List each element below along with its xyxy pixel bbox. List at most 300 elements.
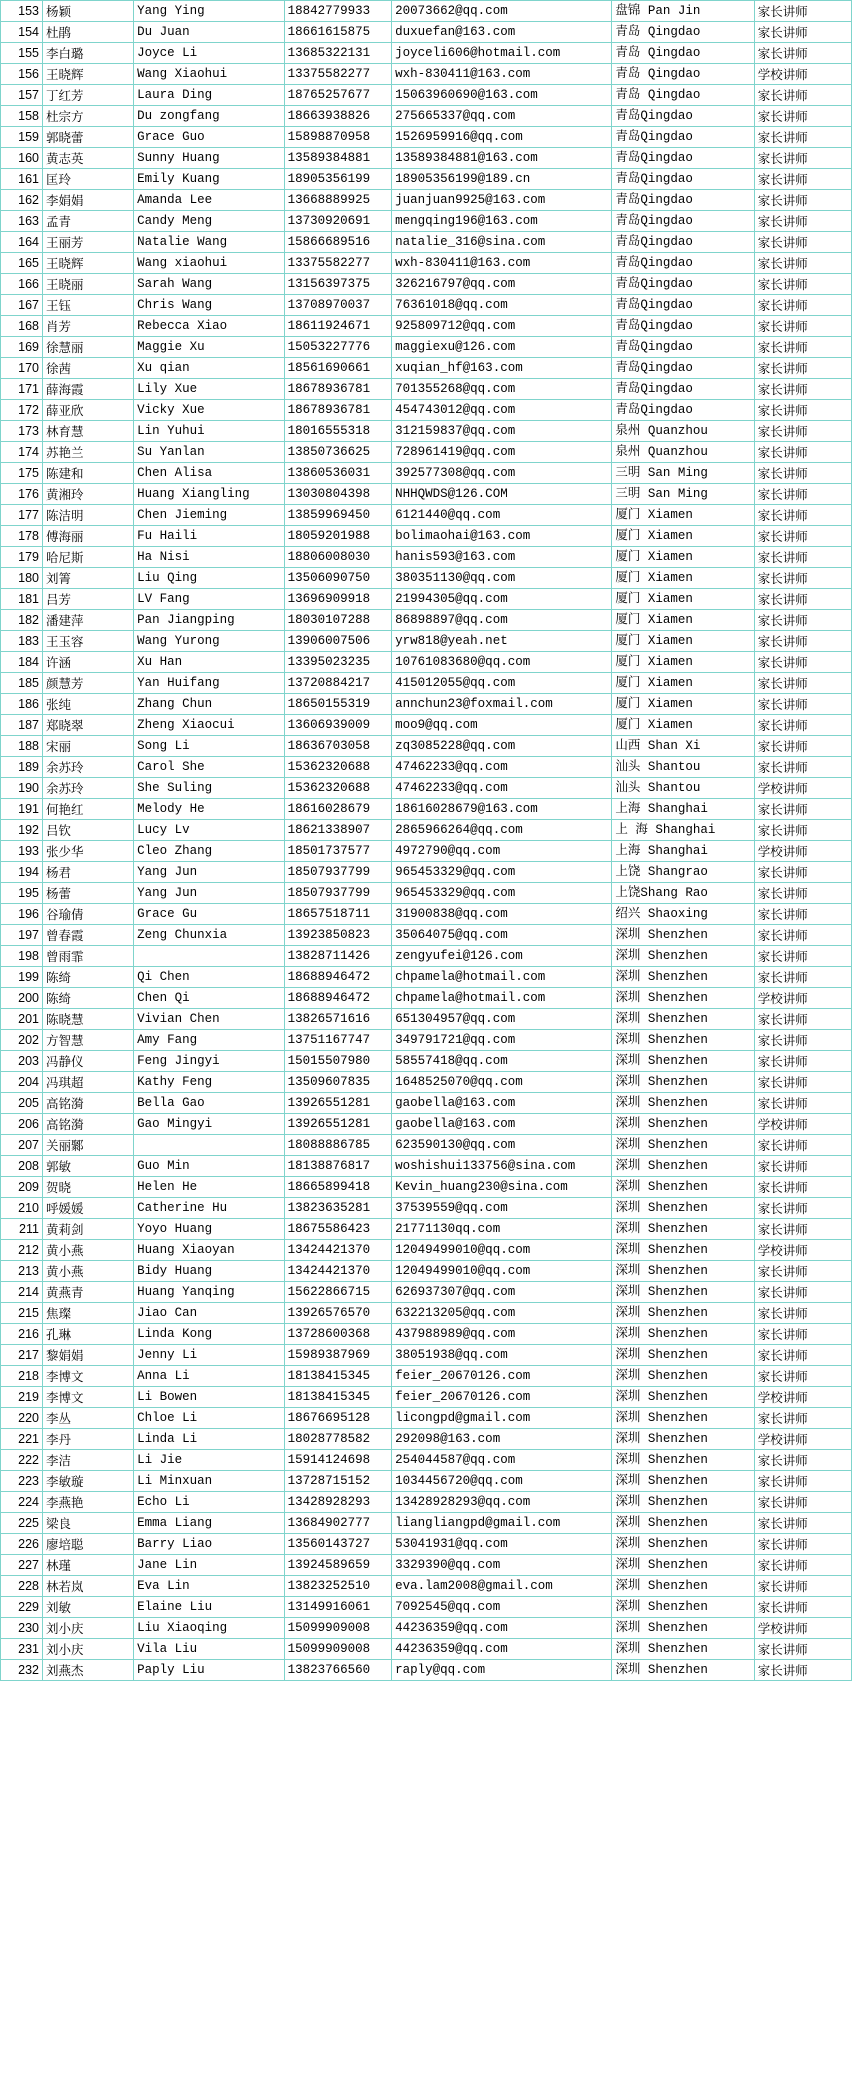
table-row [1, 1471, 852, 1492]
email-cell: 44236359@qq.com [392, 1618, 612, 1639]
phone-cell: 13728715152 [284, 1471, 392, 1492]
role-cell: 家长讲师 [754, 1660, 851, 1681]
phone-cell: 13428928293 [284, 1492, 392, 1513]
table-row [1, 358, 852, 379]
table-row [1, 1009, 852, 1030]
role-cell: 家长讲师 [754, 484, 851, 505]
phone-cell: 15362320688 [284, 778, 392, 799]
english-name-cell: Barry Liao [134, 1534, 285, 1555]
row-index: 205 [1, 1093, 43, 1114]
chinese-name-cell: 匡玲 [42, 169, 133, 190]
row-index: 225 [1, 1513, 43, 1534]
phone-cell: 18688946472 [284, 988, 392, 1009]
email-cell: 415012055@qq.com [392, 673, 612, 694]
english-name-cell: Lin Yuhui [134, 421, 285, 442]
chinese-name-cell: 呼媛媛 [42, 1198, 133, 1219]
english-name-cell: Linda Kong [134, 1324, 285, 1345]
row-index: 204 [1, 1072, 43, 1093]
english-name-cell: Chen Qi [134, 988, 285, 1009]
english-name-cell: Emma Liang [134, 1513, 285, 1534]
table-row [1, 568, 852, 589]
english-name-cell: She Suling [134, 778, 285, 799]
row-index: 179 [1, 547, 43, 568]
table-row [1, 1660, 852, 1681]
email-cell: 37539559@qq.com [392, 1198, 612, 1219]
chinese-name-cell: 杨君 [42, 862, 133, 883]
email-cell: 1648525070@qq.com [392, 1072, 612, 1093]
city-cell: 青岛Qingdao [612, 127, 754, 148]
email-cell: feier_20670126.com [392, 1366, 612, 1387]
phone-cell: 13828711426 [284, 946, 392, 967]
table-row [1, 1198, 852, 1219]
email-cell: Kevin_huang230@sina.com [392, 1177, 612, 1198]
phone-cell: 18636703058 [284, 736, 392, 757]
city-cell: 青岛Qingdao [612, 169, 754, 190]
table-row [1, 1, 852, 22]
phone-cell: 18663938826 [284, 106, 392, 127]
role-cell: 家长讲师 [754, 1219, 851, 1240]
english-name-cell: Liu Qing [134, 568, 285, 589]
row-index: 196 [1, 904, 43, 925]
chinese-name-cell: 哈尼斯 [42, 547, 133, 568]
email-cell: 18905356199@189.cn [392, 169, 612, 190]
email-cell: 3329390@qq.com [392, 1555, 612, 1576]
table-row [1, 610, 852, 631]
table-row [1, 1555, 852, 1576]
english-name-cell: Li Jie [134, 1450, 285, 1471]
table-row [1, 631, 852, 652]
table-row [1, 1639, 852, 1660]
phone-cell: 13926576570 [284, 1303, 392, 1324]
email-cell: annchun23@foxmail.com [392, 694, 612, 715]
phone-cell: 13926551281 [284, 1114, 392, 1135]
email-cell: gaobella@163.com [392, 1093, 612, 1114]
phone-cell: 13424421370 [284, 1240, 392, 1261]
chinese-name-cell: 李娟娟 [42, 190, 133, 211]
english-name-cell: Vivian Chen [134, 1009, 285, 1030]
city-cell: 厦门 Xiamen [612, 673, 754, 694]
role-cell: 家长讲师 [754, 1303, 851, 1324]
role-cell: 家长讲师 [754, 127, 851, 148]
phone-cell: 13395023235 [284, 652, 392, 673]
table-row [1, 1303, 852, 1324]
email-cell: zq3085228@qq.com [392, 736, 612, 757]
role-cell: 家长讲师 [754, 85, 851, 106]
city-cell: 三明 San Ming [612, 484, 754, 505]
phone-cell: 13424421370 [284, 1261, 392, 1282]
city-cell: 深圳 Shenzhen [612, 1114, 754, 1135]
table-row [1, 1282, 852, 1303]
table-row [1, 820, 852, 841]
role-cell: 家长讲师 [754, 190, 851, 211]
chinese-name-cell: 高铭漪 [42, 1114, 133, 1135]
english-name-cell: Catherine Hu [134, 1198, 285, 1219]
email-cell: 965453329@qq.com [392, 862, 612, 883]
email-cell: 47462233@qq.com [392, 757, 612, 778]
city-cell: 深圳 Shenzhen [612, 1660, 754, 1681]
row-index: 195 [1, 883, 43, 904]
chinese-name-cell: 梁良 [42, 1513, 133, 1534]
city-cell: 深圳 Shenzhen [612, 1030, 754, 1051]
phone-cell: 13720884217 [284, 673, 392, 694]
table-row [1, 484, 852, 505]
role-cell: 家长讲师 [754, 43, 851, 64]
email-cell: 31900838@qq.com [392, 904, 612, 925]
role-cell: 家长讲师 [754, 694, 851, 715]
role-cell: 家长讲师 [754, 1156, 851, 1177]
english-name-cell: Jiao Can [134, 1303, 285, 1324]
role-cell: 家长讲师 [754, 1093, 851, 1114]
table-row [1, 1135, 852, 1156]
city-cell: 深圳 Shenzhen [612, 1471, 754, 1492]
city-cell: 深圳 Shenzhen [612, 1408, 754, 1429]
english-name-cell: Melody He [134, 799, 285, 820]
row-index: 206 [1, 1114, 43, 1135]
english-name-cell: Jenny Li [134, 1345, 285, 1366]
chinese-name-cell: 余苏玲 [42, 778, 133, 799]
chinese-name-cell: 刘箐 [42, 568, 133, 589]
row-index: 228 [1, 1576, 43, 1597]
chinese-name-cell: 许涵 [42, 652, 133, 673]
role-cell: 家长讲师 [754, 652, 851, 673]
phone-cell: 18665899418 [284, 1177, 392, 1198]
role-cell: 家长讲师 [754, 1597, 851, 1618]
city-cell: 汕头 Shantou [612, 778, 754, 799]
city-cell: 深圳 Shenzhen [612, 1618, 754, 1639]
chinese-name-cell: 李敏璇 [42, 1471, 133, 1492]
english-name-cell: Bella Gao [134, 1093, 285, 1114]
city-cell: 绍兴 Shaoxing [612, 904, 754, 925]
row-index: 169 [1, 337, 43, 358]
city-cell: 厦门 Xiamen [612, 547, 754, 568]
row-index: 194 [1, 862, 43, 883]
phone-cell: 18611924671 [284, 316, 392, 337]
phone-cell: 18678936781 [284, 379, 392, 400]
role-cell: 学校讲师 [754, 1429, 851, 1450]
chinese-name-cell: 陈绮 [42, 988, 133, 1009]
city-cell: 厦门 Xiamen [612, 715, 754, 736]
english-name-cell: Maggie Xu [134, 337, 285, 358]
email-cell: juanjuan9925@163.com [392, 190, 612, 211]
table-row [1, 946, 852, 967]
city-cell: 深圳 Shenzhen [612, 1051, 754, 1072]
phone-cell: 13375582277 [284, 253, 392, 274]
role-cell: 家长讲师 [754, 1072, 851, 1093]
phone-cell: 13823635281 [284, 1198, 392, 1219]
email-cell: 21771130qq.com [392, 1219, 612, 1240]
table-row [1, 862, 852, 883]
chinese-name-cell: 余苏玲 [42, 757, 133, 778]
city-cell: 深圳 Shenzhen [612, 1597, 754, 1618]
row-index: 216 [1, 1324, 43, 1345]
chinese-name-cell: 黄小燕 [42, 1240, 133, 1261]
city-cell: 泉州 Quanzhou [612, 442, 754, 463]
row-index: 200 [1, 988, 43, 1009]
city-cell: 厦门 Xiamen [612, 526, 754, 547]
city-cell: 深圳 Shenzhen [612, 1555, 754, 1576]
chinese-name-cell: 李燕艳 [42, 1492, 133, 1513]
city-cell: 深圳 Shenzhen [612, 1093, 754, 1114]
city-cell: 深圳 Shenzhen [612, 1219, 754, 1240]
phone-cell: 18030107288 [284, 610, 392, 631]
row-index: 203 [1, 1051, 43, 1072]
email-cell: bolimaohai@163.com [392, 526, 612, 547]
role-cell: 家长讲师 [754, 1051, 851, 1072]
table-row [1, 211, 852, 232]
row-index: 210 [1, 1198, 43, 1219]
email-cell: 18616028679@163.com [392, 799, 612, 820]
phone-cell: 13850736625 [284, 442, 392, 463]
phone-cell: 13728600368 [284, 1324, 392, 1345]
role-cell: 学校讲师 [754, 778, 851, 799]
chinese-name-cell: 刘小庆 [42, 1618, 133, 1639]
city-cell: 深圳 Shenzhen [612, 946, 754, 967]
table-row [1, 106, 852, 127]
email-cell: 965453329@qq.com [392, 883, 612, 904]
row-index: 219 [1, 1387, 43, 1408]
phone-cell: 18138415345 [284, 1366, 392, 1387]
role-cell: 家长讲师 [754, 904, 851, 925]
table-row [1, 274, 852, 295]
english-name-cell: Bidy Huang [134, 1261, 285, 1282]
role-cell: 家长讲师 [754, 232, 851, 253]
chinese-name-cell: 徐慧丽 [42, 337, 133, 358]
email-cell: zengyufei@126.com [392, 946, 612, 967]
city-cell: 青岛Qingdao [612, 232, 754, 253]
english-name-cell: Chen Jieming [134, 505, 285, 526]
row-index: 220 [1, 1408, 43, 1429]
email-cell: 7092545@qq.com [392, 1597, 612, 1618]
city-cell: 青岛Qingdao [612, 295, 754, 316]
chinese-name-cell: 潘建萍 [42, 610, 133, 631]
row-index: 232 [1, 1660, 43, 1681]
chinese-name-cell: 陈建和 [42, 463, 133, 484]
phone-cell: 13684902777 [284, 1513, 392, 1534]
english-name-cell: Amanda Lee [134, 190, 285, 211]
city-cell: 深圳 Shenzhen [612, 988, 754, 1009]
english-name-cell: Candy Meng [134, 211, 285, 232]
email-cell: 326216797@qq.com [392, 274, 612, 295]
table-row [1, 1597, 852, 1618]
role-cell: 家长讲师 [754, 547, 851, 568]
city-cell: 深圳 Shenzhen [612, 1450, 754, 1471]
chinese-name-cell: 刘燕杰 [42, 1660, 133, 1681]
chinese-name-cell: 贺晓 [42, 1177, 133, 1198]
role-cell: 家长讲师 [754, 820, 851, 841]
table-row [1, 316, 852, 337]
english-name-cell: Carol She [134, 757, 285, 778]
role-cell: 家长讲师 [754, 1513, 851, 1534]
role-cell: 家长讲师 [754, 946, 851, 967]
english-name-cell: Wang Xiaohui [134, 64, 285, 85]
row-index: 181 [1, 589, 43, 610]
chinese-name-cell: 陈绮 [42, 967, 133, 988]
email-cell: 58557418@qq.com [392, 1051, 612, 1072]
role-cell: 家长讲师 [754, 253, 851, 274]
english-name-cell: Xu qian [134, 358, 285, 379]
table-row [1, 694, 852, 715]
role-cell: 家长讲师 [754, 1471, 851, 1492]
english-name-cell: Anna Li [134, 1366, 285, 1387]
city-cell: 上 海 Shanghai [612, 820, 754, 841]
phone-cell: 18661615875 [284, 22, 392, 43]
chinese-name-cell: 孟青 [42, 211, 133, 232]
table-row [1, 736, 852, 757]
row-index: 155 [1, 43, 43, 64]
role-cell: 家长讲师 [754, 610, 851, 631]
table-row [1, 463, 852, 484]
chinese-name-cell: 李丹 [42, 1429, 133, 1450]
email-cell: mengqing196@163.com [392, 211, 612, 232]
english-name-cell: Song Li [134, 736, 285, 757]
chinese-name-cell: 焦璨 [42, 1303, 133, 1324]
chinese-name-cell: 张少华 [42, 841, 133, 862]
table-row [1, 1072, 852, 1093]
english-name-cell: Zeng Chunxia [134, 925, 285, 946]
chinese-name-cell: 陈洁明 [42, 505, 133, 526]
chinese-name-cell: 杨颖 [42, 1, 133, 22]
table-row [1, 1492, 852, 1513]
row-index: 165 [1, 253, 43, 274]
city-cell: 青岛Qingdao [612, 274, 754, 295]
chinese-name-cell: 王玉容 [42, 631, 133, 652]
email-cell: duxuefan@163.com [392, 22, 612, 43]
phone-cell: 13560143727 [284, 1534, 392, 1555]
city-cell: 深圳 Shenzhen [612, 1639, 754, 1660]
city-cell: 深圳 Shenzhen [612, 1072, 754, 1093]
row-index: 158 [1, 106, 43, 127]
role-cell: 家长讲师 [754, 421, 851, 442]
email-cell: maggiexu@126.com [392, 337, 612, 358]
english-name-cell: Feng Jingyi [134, 1051, 285, 1072]
phone-cell: 13751167747 [284, 1030, 392, 1051]
english-name-cell: Chris Wang [134, 295, 285, 316]
city-cell: 青岛 Qingdao [612, 43, 754, 64]
english-name-cell: Cleo Zhang [134, 841, 285, 862]
english-name-cell: Yang Ying [134, 1, 285, 22]
row-index: 221 [1, 1429, 43, 1450]
city-cell: 上饶Shang Rao [612, 883, 754, 904]
english-name-cell: Elaine Liu [134, 1597, 285, 1618]
table-row [1, 505, 852, 526]
chinese-name-cell: 黄小燕 [42, 1261, 133, 1282]
phone-cell: 13606939009 [284, 715, 392, 736]
chinese-name-cell: 黄燕青 [42, 1282, 133, 1303]
chinese-name-cell: 吕钦 [42, 820, 133, 841]
role-cell: 学校讲师 [754, 64, 851, 85]
email-cell: liangliangpd@gmail.com [392, 1513, 612, 1534]
row-index: 161 [1, 169, 43, 190]
row-index: 191 [1, 799, 43, 820]
city-cell: 青岛Qingdao [612, 148, 754, 169]
english-name-cell: Du Juan [134, 22, 285, 43]
city-cell: 深圳 Shenzhen [612, 925, 754, 946]
city-cell: 深圳 Shenzhen [612, 1576, 754, 1597]
english-name-cell: Linda Li [134, 1429, 285, 1450]
role-cell: 家长讲师 [754, 337, 851, 358]
chinese-name-cell: 黎娟娟 [42, 1345, 133, 1366]
role-cell: 家长讲师 [754, 568, 851, 589]
english-name-cell: Liu Xiaoqing [134, 1618, 285, 1639]
table-row [1, 1324, 852, 1345]
table-row [1, 379, 852, 400]
role-cell: 家长讲师 [754, 925, 851, 946]
chinese-name-cell: 杜宗方 [42, 106, 133, 127]
chinese-name-cell: 曾雨霏 [42, 946, 133, 967]
city-cell: 深圳 Shenzhen [612, 1492, 754, 1513]
chinese-name-cell: 林育慧 [42, 421, 133, 442]
row-index: 188 [1, 736, 43, 757]
chinese-name-cell: 王钰 [42, 295, 133, 316]
email-cell: 312159837@qq.com [392, 421, 612, 442]
table-row [1, 148, 852, 169]
phone-cell: 13924589659 [284, 1555, 392, 1576]
city-cell: 深圳 Shenzhen [612, 1366, 754, 1387]
city-cell: 厦门 Xiamen [612, 652, 754, 673]
email-cell: 2865966264@qq.com [392, 820, 612, 841]
row-index: 182 [1, 610, 43, 631]
role-cell: 家长讲师 [754, 1492, 851, 1513]
english-name-cell: Yang Jun [134, 883, 285, 904]
english-name-cell: Grace Gu [134, 904, 285, 925]
email-cell: 47462233@qq.com [392, 778, 612, 799]
english-name-cell: Yang Jun [134, 862, 285, 883]
table-row [1, 295, 852, 316]
email-cell: 12049499010@qq.com [392, 1240, 612, 1261]
chinese-name-cell: 方智慧 [42, 1030, 133, 1051]
role-cell: 家长讲师 [754, 106, 851, 127]
table-row [1, 400, 852, 421]
row-index: 197 [1, 925, 43, 946]
table-row [1, 1618, 852, 1639]
chinese-name-cell: 李博文 [42, 1366, 133, 1387]
table-row [1, 526, 852, 547]
english-name-cell: Qi Chen [134, 967, 285, 988]
row-index: 157 [1, 85, 43, 106]
phone-cell: 15099909008 [284, 1639, 392, 1660]
city-cell: 青岛Qingdao [612, 211, 754, 232]
row-index: 201 [1, 1009, 43, 1030]
chinese-name-cell: 肖芳 [42, 316, 133, 337]
phone-cell: 13708970037 [284, 295, 392, 316]
email-cell: chpamela@hotmail.com [392, 967, 612, 988]
email-cell: 38051938@qq.com [392, 1345, 612, 1366]
role-cell: 家长讲师 [754, 1555, 851, 1576]
city-cell: 深圳 Shenzhen [612, 1135, 754, 1156]
row-index: 168 [1, 316, 43, 337]
role-cell: 家长讲师 [754, 148, 851, 169]
chinese-name-cell: 丁红芳 [42, 85, 133, 106]
email-cell: hanis593@163.com [392, 547, 612, 568]
phone-cell: 15866689516 [284, 232, 392, 253]
row-index: 166 [1, 274, 43, 295]
phone-cell: 13589384881 [284, 148, 392, 169]
table-row [1, 1408, 852, 1429]
english-name-cell: Li Bowen [134, 1387, 285, 1408]
email-cell: 275665337@qq.com [392, 106, 612, 127]
phone-cell: 13506090750 [284, 568, 392, 589]
row-index: 159 [1, 127, 43, 148]
email-cell: 1526959916@qq.com [392, 127, 612, 148]
phone-cell: 13509607835 [284, 1072, 392, 1093]
table-row [1, 652, 852, 673]
phone-cell: 13823252510 [284, 1576, 392, 1597]
role-cell: 学校讲师 [754, 1240, 851, 1261]
english-name-cell: Eva Lin [134, 1576, 285, 1597]
table-row [1, 1261, 852, 1282]
city-cell: 汕头 Shantou [612, 757, 754, 778]
table-row [1, 421, 852, 442]
